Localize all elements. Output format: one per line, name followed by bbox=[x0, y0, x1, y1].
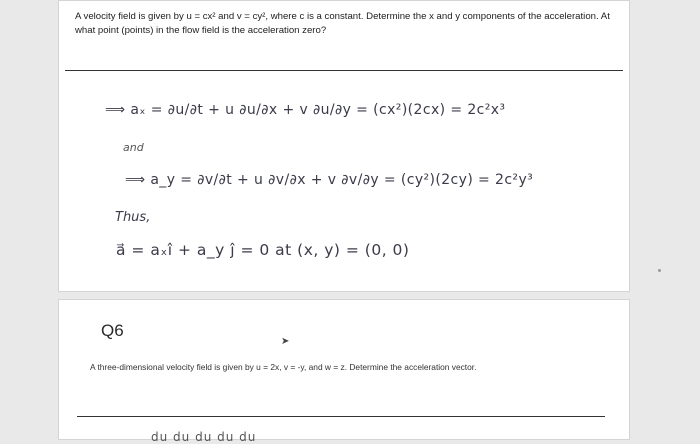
and-word: and bbox=[123, 141, 144, 154]
question-text: A velocity field is given by u = cx² and v = cy², where c is a constant. Determine the x and y components of the acceleration. At what point (points) in the flow field is the acceleration zero? bbox=[75, 11, 610, 36]
stray-dot bbox=[658, 269, 661, 272]
question-text: A three-dimensional velocity field is given by u = 2x, v = -y, and w = z. Determine the acceleration vector. bbox=[90, 362, 477, 372]
thus-word: Thus, bbox=[115, 210, 151, 225]
cursor-icon: ➤ bbox=[281, 336, 290, 347]
partial-handwriting: du du du du du bbox=[151, 430, 257, 444]
question-card bbox=[58, 299, 630, 444]
question-number: Q6 bbox=[101, 321, 124, 340]
solution-card bbox=[58, 0, 630, 292]
acceleration-result: a⃗ = aₓî + a_y ĵ = 0 at (x, y) = (0, 0) bbox=[116, 241, 410, 259]
answer-divider bbox=[77, 416, 605, 417]
question-divider bbox=[65, 70, 623, 71]
ax-equation: ⟹ aₓ = ∂u/∂t + u ∂u/∂x + v ∂u/∂y = (cx²)(2cx) = 2c²x³ bbox=[105, 102, 506, 118]
ay-equation: ⟹ a_y = ∂v/∂t + u ∂v/∂x + v ∂v/∂y = (cy²)(2cy) = 2c²y³ bbox=[125, 172, 534, 188]
